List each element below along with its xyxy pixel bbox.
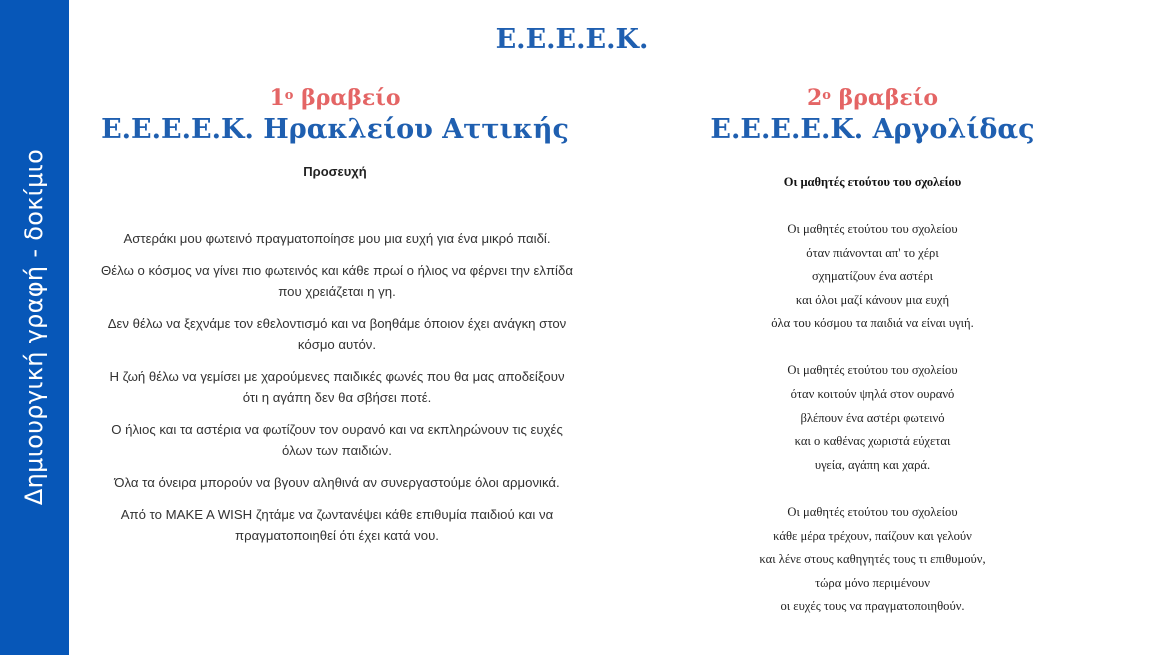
poem-paragraph: Θέλω ο κόσμος να γίνει πιο φωτεινός και κάθε πρωί ο ήλιος να φέρνει την ελπίδα που χρειάζεται η γη.: [101, 263, 573, 299]
poem-line: Οι μαθητές ετούτου του σχολείου: [787, 504, 958, 519]
prize-number: 2: [806, 85, 823, 111]
first-prize-label: [100, 84, 570, 112]
sidebar-title: Δημιουργική γραφή - δοκίμιο: [20, 148, 48, 506]
poem-line: οι ευχές τους να πραγματοποιηθούν.: [780, 599, 965, 614]
prize-word: βραβείο: [830, 85, 939, 111]
left-poem: [100, 228, 574, 557]
poem-line: βλέπουν ένα αστέρι φωτεινό: [800, 410, 945, 425]
poem-line: υγεία, αγάπη και χαρά.: [814, 457, 931, 472]
poem-line: κάθε μέρα τρέχουν, παίζουν και γελούν: [773, 528, 972, 543]
poem-line: και όλοι μαζί κάνουν μια ευχή: [795, 292, 950, 307]
poem-paragraph: Αστεράκι μου φωτεινό πραγματοποίησε μου μια ευχή για ένα μικρό παιδί.: [123, 231, 551, 246]
poem-line: και ο καθένας χωριστά εύχεται: [794, 434, 951, 449]
page-title: [69, 24, 1165, 55]
left-poem-title: Προσευχή: [303, 164, 367, 179]
right-poem-title: Οι μαθητές ετούτου του σχολείου: [783, 175, 962, 189]
sidebar: [0, 0, 69, 655]
first-prize-header: [100, 84, 570, 148]
poem-paragraph: Δεν θέλω να ξεχνάμε τον εθελοντισμό και να βοηθάμε όποιον έχει ανάγκη στον κόσμο αυτόν.: [107, 316, 567, 352]
poem-paragraph: Από το MAKE A WISH ζητάμε να ζωντανέψει κάθε επιθυμία παιδιού και να πραγματοποιηθεί ότι έχει κατά νου.: [120, 507, 554, 543]
prize-ordinal: ο: [822, 88, 831, 103]
poem-paragraph: Όλα τα όνειρα μπορούν να βγουν αληθινά αν συνεργαστούμε όλοι αρμονικά.: [114, 475, 560, 490]
page-title-text: Ε.Ε.Ε.Ε.Κ.: [495, 24, 649, 55]
second-prize-school: Ε.Ε.Ε.Ε.Κ. Αργολίδας: [710, 114, 1035, 145]
poem-line: όταν κοιτούν ψηλά στον ουρανό: [790, 387, 955, 402]
second-prize-header: [690, 84, 1055, 148]
right-poem: [690, 218, 1055, 642]
second-prize-label: [690, 84, 1055, 112]
first-prize-school: Ε.Ε.Ε.Ε.Κ. Ηρακλείου Αττικής: [101, 114, 569, 145]
poem-paragraph: Ο ήλιος και τα αστέρια να φωτίζουν τον ουρανό και να εκπληρώνουν τις ευχές όλων των παιδιών.: [111, 422, 563, 458]
prize-ordinal: ο: [284, 88, 294, 103]
poem-stanza: [690, 359, 1055, 477]
poem-line: Οι μαθητές ετούτου του σχολείου: [787, 363, 958, 378]
poem-line: όλα του κόσμου τα παιδιά να είναι υγιή.: [771, 316, 974, 331]
poem-line: σχηματίζουν ένα αστέρι: [811, 269, 934, 284]
poem-line: τώρα μόνο περιμένουν: [815, 575, 930, 590]
poem-line: και λένε στους καθηγητές τους τι επιθυμούν,: [759, 552, 986, 567]
prize-word: βραβείο: [293, 85, 401, 111]
prize-number: 1: [269, 85, 285, 111]
poem-stanza: [690, 218, 1055, 336]
poem-stanza: [690, 501, 1055, 619]
poem-paragraph: Η ζωή θέλω να γεμίσει με χαρούμενες παιδικές φωνές που θα μας αποδείξουν ότι η αγάπη δεν θα σβήσει ποτέ.: [109, 369, 565, 405]
poem-line: Οι μαθητές ετούτου του σχολείου: [787, 222, 958, 236]
poem-line: όταν πιάνονται απ' το χέρι: [806, 245, 939, 260]
